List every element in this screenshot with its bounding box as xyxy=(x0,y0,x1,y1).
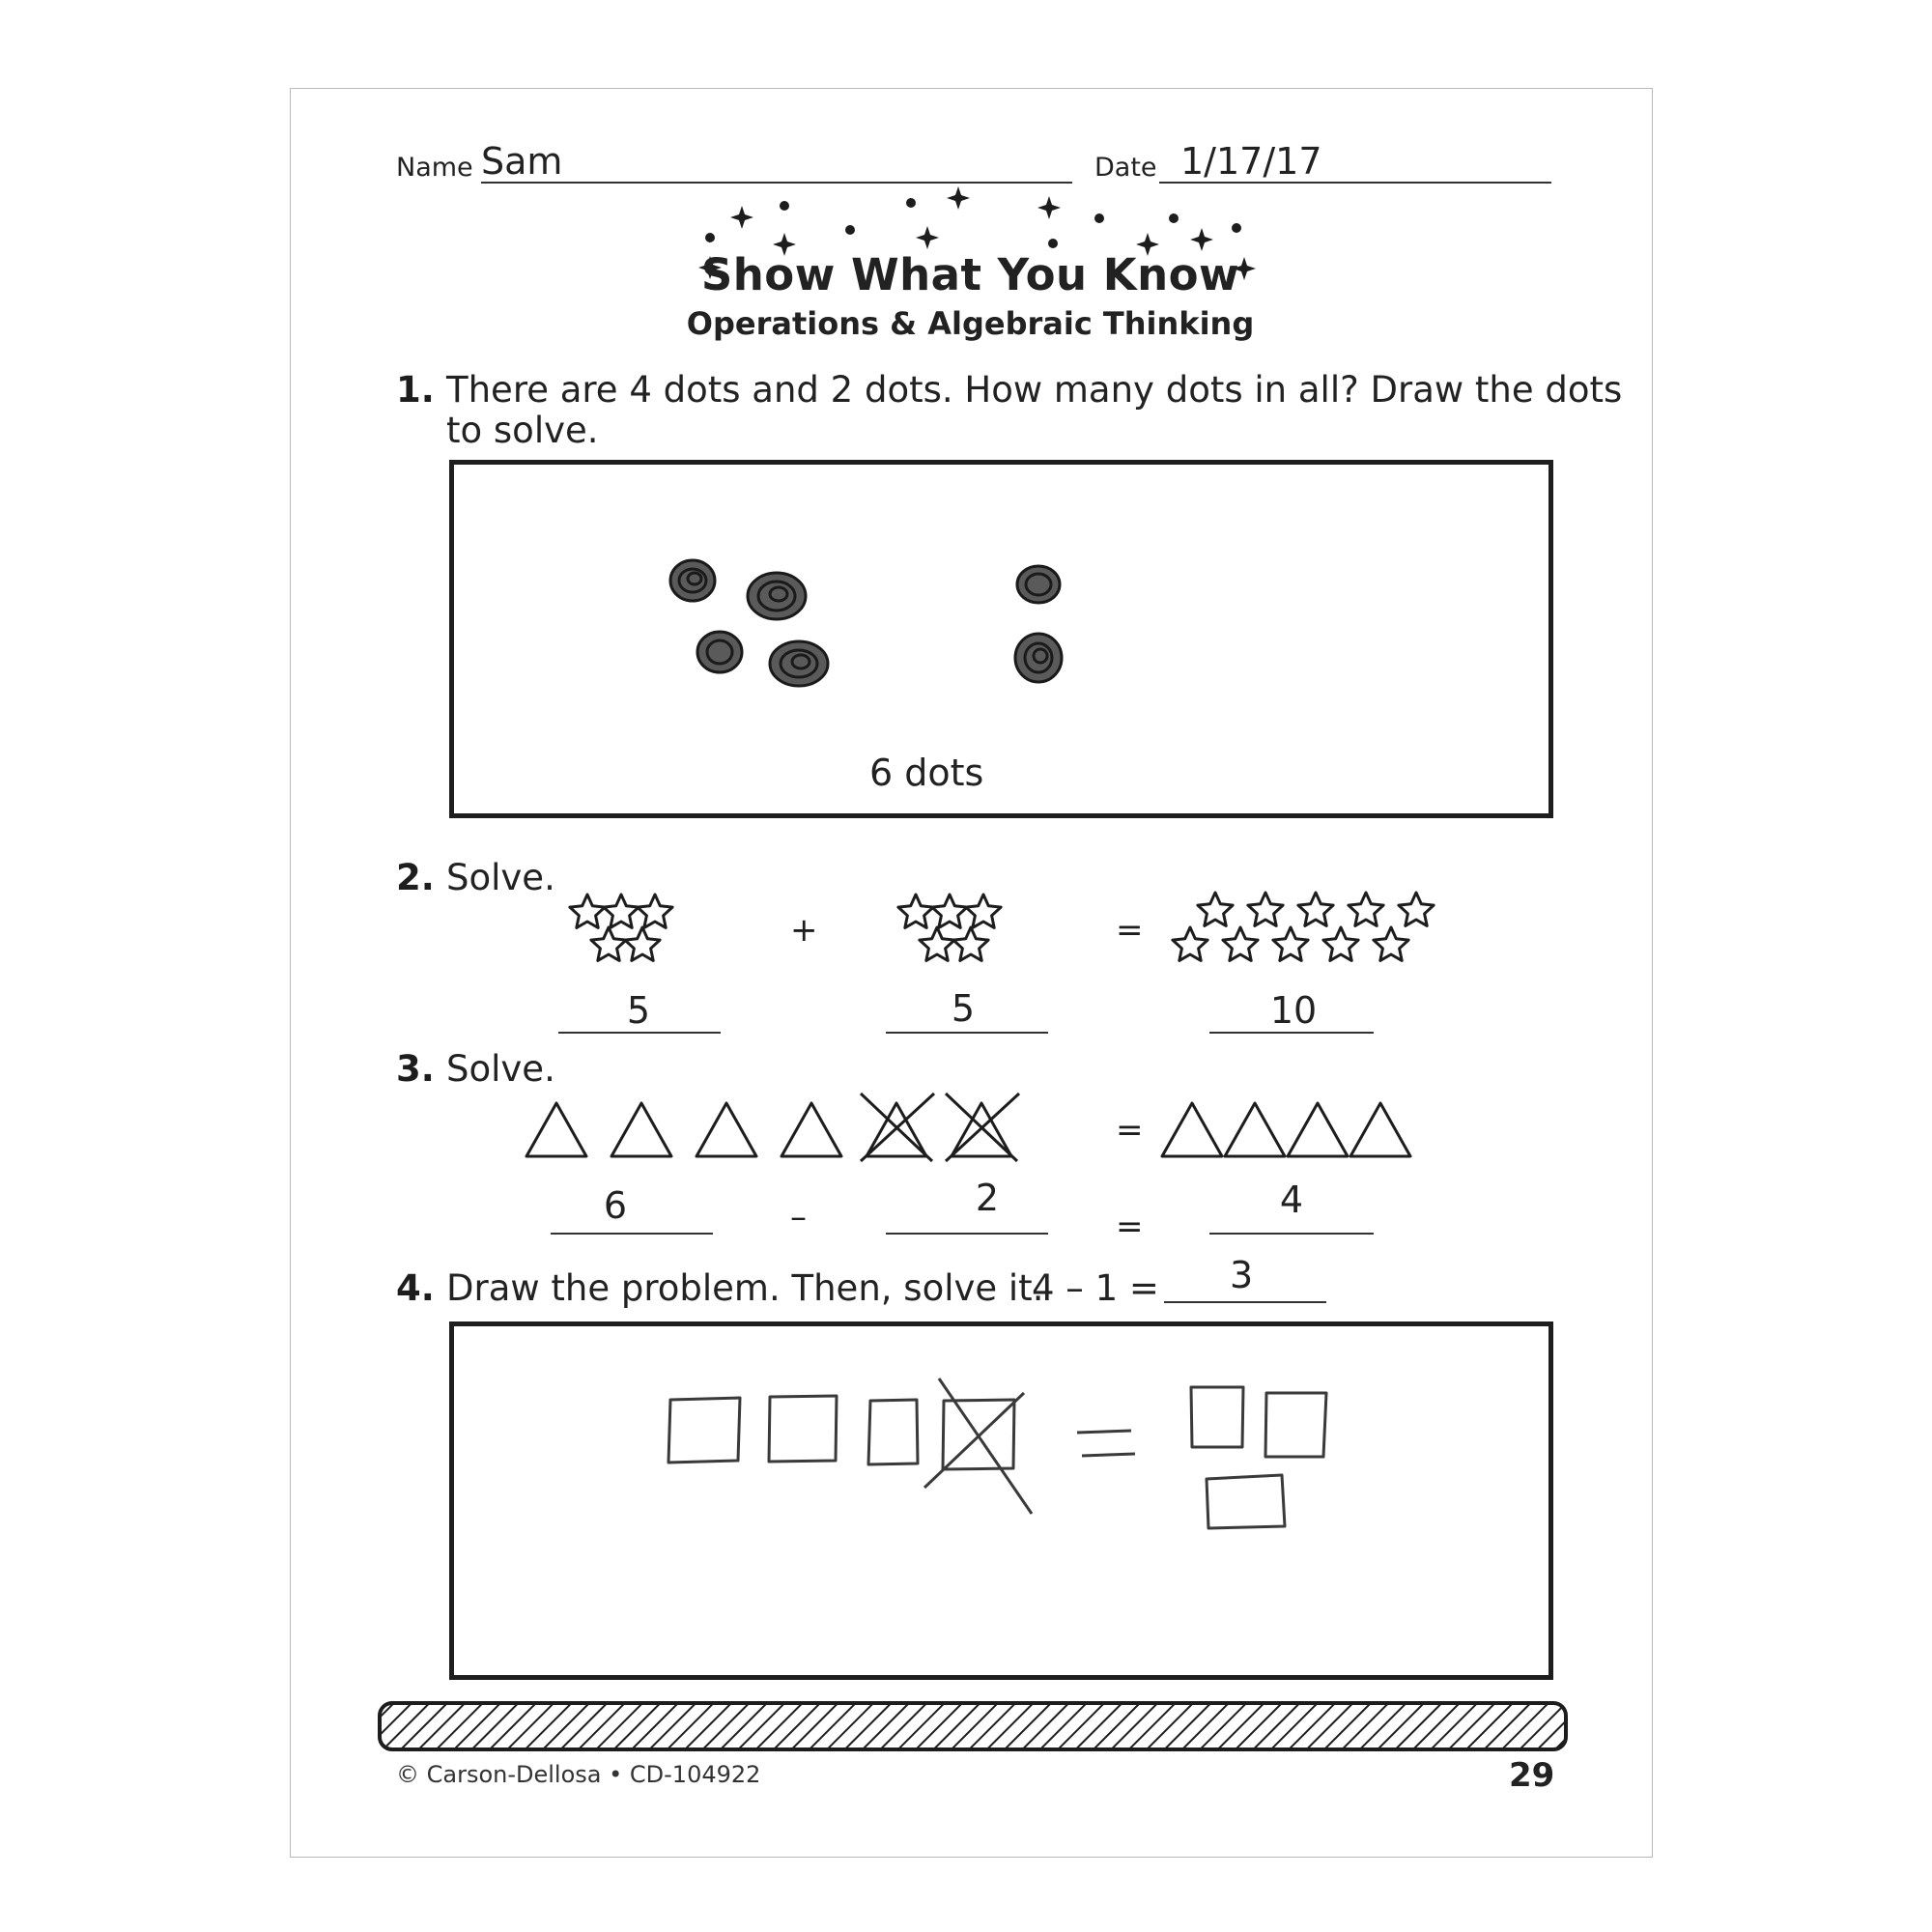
plus-sign: + xyxy=(790,911,818,950)
question-4-text: Draw the problem. Then, solve it. xyxy=(446,1267,1044,1309)
equals-sign: = xyxy=(1116,911,1144,950)
name-label: Name xyxy=(396,153,473,183)
copyright-text: © Carson-Dellosa • CD-104922 xyxy=(396,1761,761,1788)
question-1-text: There are 4 dots and 2 dots. How many dots in all? Draw the dots xyxy=(446,369,1623,411)
question-1-text-line2: to solve. xyxy=(446,410,599,451)
equals-sign: = xyxy=(1116,1111,1144,1150)
question-4-number: 4. xyxy=(396,1267,435,1309)
question-3-text: Solve. xyxy=(446,1048,555,1090)
question-4-answer[interactable]: 3 xyxy=(1230,1254,1254,1296)
question-2-answer-right[interactable]: 10 xyxy=(1269,989,1318,1032)
question-3-answer-middle[interactable]: 2 xyxy=(975,1177,1000,1219)
question-3-number: 3. xyxy=(396,1048,435,1090)
question-2-number: 2. xyxy=(396,857,435,898)
question-1-answer[interactable]: 6 dots xyxy=(869,752,984,794)
question-2-answer-middle[interactable]: 5 xyxy=(951,987,976,1030)
equals-sign-answer: = xyxy=(1116,1208,1144,1246)
question-1-number: 1. xyxy=(396,369,435,411)
question-3-answer-left[interactable]: 6 xyxy=(603,1184,628,1227)
page-title: Show What You Know xyxy=(700,249,1240,300)
name-value[interactable]: Sam xyxy=(481,140,563,183)
minus-sign: – xyxy=(790,1198,807,1236)
page-number: 29 xyxy=(1509,1756,1555,1795)
question-3-answer-right[interactable]: 4 xyxy=(1279,1179,1304,1221)
page-subtitle: Operations & Algebraic Thinking xyxy=(686,305,1255,342)
question-2-text: Solve. xyxy=(446,857,555,898)
date-label: Date xyxy=(1094,153,1157,183)
date-value[interactable]: 1/17/17 xyxy=(1180,140,1322,183)
question-4-equation: 4 – 1 = xyxy=(1032,1267,1159,1309)
question-2-answer-left[interactable]: 5 xyxy=(626,989,651,1032)
